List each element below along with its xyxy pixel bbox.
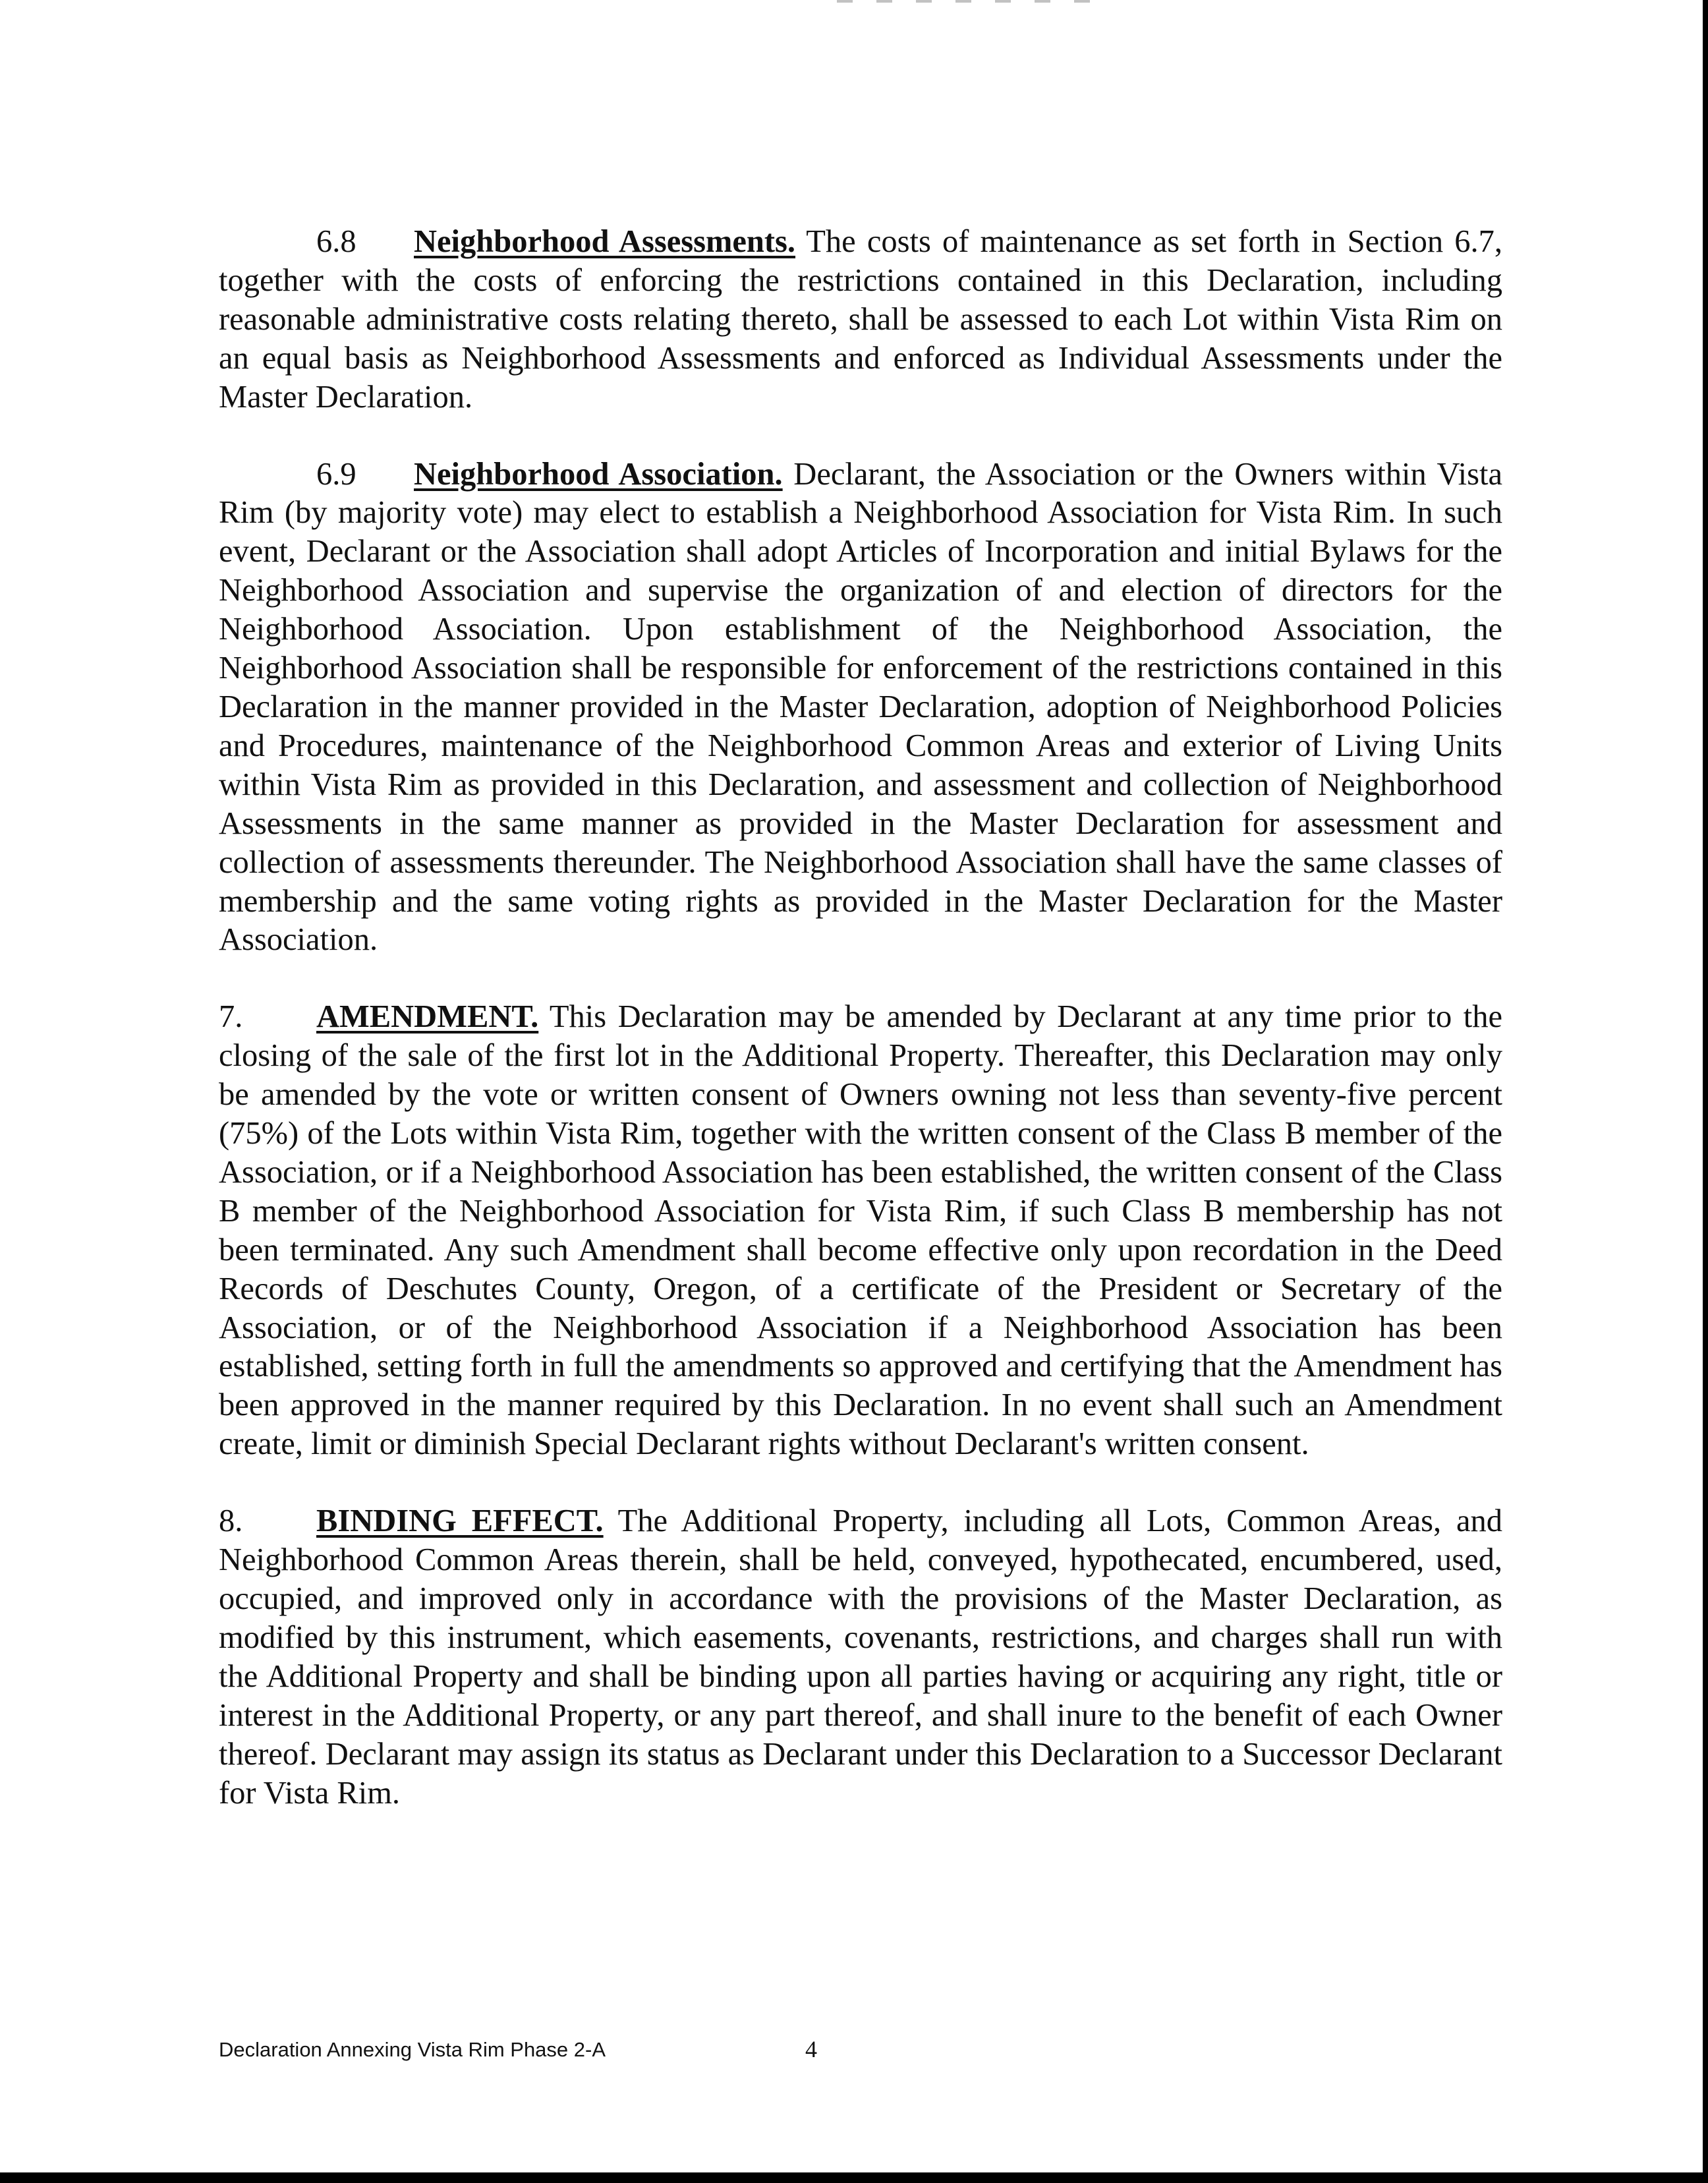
section-heading: Neighborhood Association.: [414, 456, 783, 492]
section-7: [219, 998, 1502, 1464]
section-number: 7.: [219, 999, 243, 1035]
section-heading: Neighborhood Assessments.: [414, 224, 796, 259]
section-number: 6.8: [316, 224, 356, 259]
section-heading: BINDING EFFECT.: [316, 1503, 604, 1539]
section-number: 8.: [219, 1503, 243, 1539]
page-number: 4: [805, 2036, 817, 2062]
footer-document-title: Declaration Annexing Vista Rim Phase 2-A: [219, 2038, 606, 2061]
section-heading: AMENDMENT.: [316, 999, 539, 1035]
section-8: [219, 1502, 1502, 1813]
scan-artifact: [837, 0, 1114, 3]
section-text: The costs of maintenance as set forth in Section 6.7, together with the costs of enforcing the restrictions contained in this Declaration, including reasonable administrative costs relating thereto, shall be assessed to each Lot within Vista Rim on an equal basis as Neighborhood Assessments and enforced as Individual Assessments under the Master Declaration.: [219, 224, 1502, 415]
section-number: 6.9: [316, 456, 356, 492]
section-text: The Additional Property, including all Lots, Common Areas, and Neighborhood Common Areas therein, shall be held, conveyed, hypothecated, encumbered, used, occupied, and improved only in accordance with the provisions of the Master Declaration, as modified by this instrument, which easements, covenants, restrictions, and charges shall run with the Additional Property and shall be binding upon all parties having or acquiring any right, title or interest in the Additional Property, or any part thereof, and shall inure to the benefit of each Owner thereof. Declarant may assign its status as Declarant under this Declaration to a Successor Declarant for Vista Rim.: [219, 1503, 1503, 1811]
section-text: Declarant, the Association or the Owners within Vista Rim (by majority vote) may elect to establish a Neighborhood Association for Vista Rim. In such event, Declarant or the Association shall adopt Articles of Incorporation and initial Bylaws for the Neighborhood Association and supervise the organization of and election of directors for the Neighborhood Association. Upon establishment of the Neighborhood Association, the Neighborhood Association shall be responsible for enforcement of the restrictions contained in this Declaration in the manner provided in the Master Declaration, adoption of Neighborhood Policies and Procedures, maintenance of the Neighborhood Common Areas and exterior of Living Units within Vista Rim as provided in this Declaration, and assessment and collection of Neighborhood Assessments in the same manner as provided in the Master Declaration for assessment and collection of assessments thereunder. The Neighborhood Association shall have the same classes of membership and the same voting rights as provided in the Master Declaration for the Master Association.: [219, 456, 1502, 958]
section-6-8: [219, 223, 1502, 417]
document-body: [219, 223, 1502, 1851]
section-text: This Declaration may be amended by Declarant at any time prior to the closing of the sale of the first lot in the Additional Property. Thereafter, this Declaration may only be amended by the vote or written consent of Owners owning not less than seventy-five percent (75%) of the Lots within Vista Rim, together with the written consent of the Class B member of the Association, or if a Neighborhood Association has been established, the written consent of the Class B member of the Neighborhood Association for Vista Rim, if such Class B membership has not been terminated. Any such Amendment shall become effective only upon recordation in the Deed Records of Deschutes County, Oregon, of a certificate of the President or Secretary of the Association, or of the Neighborhood Association if a Neighborhood Association has been established, setting forth in full the amendments so approved and certifying that the Amendment has been approved in the manner required by this Declaration. In no event shall such an Amendment create, limit or diminish Special Declarant rights without Declarant's written consent.: [219, 999, 1502, 1462]
section-6-9: [219, 455, 1502, 960]
